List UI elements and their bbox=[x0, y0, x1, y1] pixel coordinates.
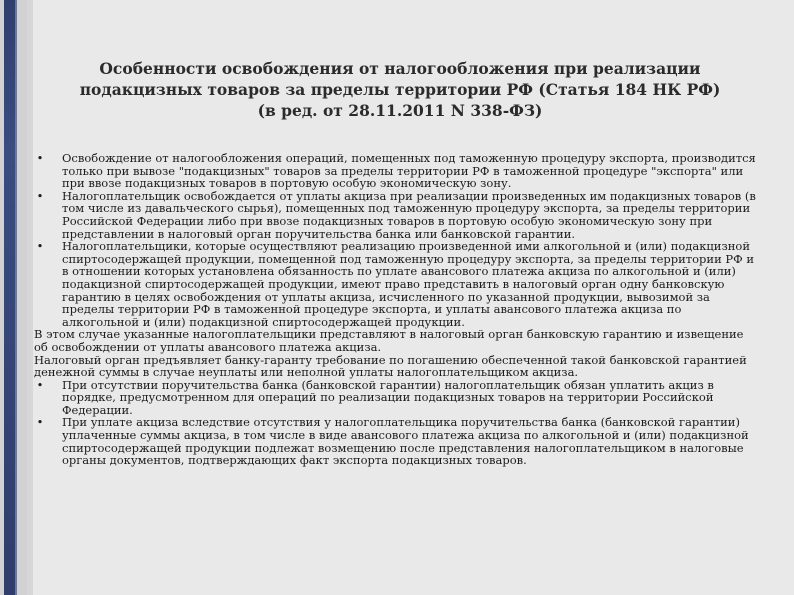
bullet-text: Освобождение от налогообложения операций, помещенных под таможенную процедуру экспорта, производится только при вывозе "подакцизных" товаров за пределы территории РФ в таможенной процедуре "экспорта" или при ввозе подакцизных товаров в портовую особую экономическую зону. bbox=[62, 151, 756, 191]
bullet-icon: • bbox=[36, 188, 44, 203]
bullet-text: Налогоплательщик освобождается от уплаты акциза при реализации произведенных им подакцизных товаров (в том числе из давальческого сырья), помещенных под таможенную процедуру экспорта, за пределы территории Российской Федерации либо при ввозе подакцизных товаров в портовую особую экономическую зону при представлении в налоговый орган поручительства банка или банковской гарантии. bbox=[62, 188, 756, 241]
bullet-item bbox=[34, 190, 760, 240]
bullet-text: При отсутствии поручительства банка (банковской гарантии) налогоплательщик обязан уплатить акциз в порядке, предусмотренном для операций по реализации подакцизных товаров на территории Российской Федерации. bbox=[62, 377, 714, 417]
title-line-1: Особенности освобождения от налогообложения при реализации bbox=[99, 59, 701, 78]
title-line-2: подакцизных товаров за пределы территории РФ (Статья 184 НК РФ) bbox=[79, 80, 721, 99]
paragraph: В этом случае указанные налогоплательщики представляют в налоговый орган банковскую гарантию и извещение об освобождении от уплаты авансового платежа акциза. bbox=[34, 327, 744, 354]
left-accent-edge bbox=[15, 0, 17, 595]
bullet-text: Налогоплательщики, которые осуществляют реализацию произведенной ими алкогольной и (или) подакцизной спиртосодержащей продукции, помещенной под таможенную процедуру экспорта, за пределы территории РФ и в отношении которых установлена обязанность по уплате авансового платежа акциза по алкогольной и (или) подакцизной спиртосодержащей продукции, имеют право представить в налоговый орган одну банковскую гарантию в целях освобождения от уплаты акциза, исчисленного по указанной продукции, вывозимой за пределы территории РФ в таможенной процедуре экспорта, и уплаты авансового платежа акциза по алкогольной и (или) подакцизной спиртосодержащей продукции. bbox=[62, 239, 755, 329]
bullet-item bbox=[34, 152, 760, 190]
bullet-icon: • bbox=[36, 377, 44, 392]
slide-title bbox=[40, 58, 760, 121]
left-accent-stripe bbox=[4, 0, 15, 595]
bullet-item bbox=[34, 379, 760, 417]
bullet-icon: • bbox=[36, 151, 44, 165]
paragraph: Налоговый орган предъявляет банку-гаранту требование по погашению обеспеченной такой банковской гарантией денежной суммы в случае неуплаты или неполной уплаты налогоплательщиком акциза. bbox=[34, 352, 747, 380]
slide-body bbox=[34, 152, 760, 467]
bullet-icon: • bbox=[36, 239, 44, 254]
bullet-text: При уплате акциза вследствие отсутствия у налогоплательщика поручительства банка (банковской гарантии) уплаченные суммы акциза, в том числе в виде авансового платежа акциза по алкогольной и (или) подакцизной спиртосодержащей продукции подлежат возмещению после представления налогоплательщиком в налоговые органы документов, подтверждающих факт экспорта подакцизных товаров. bbox=[62, 415, 749, 468]
bullet-icon: • bbox=[36, 415, 44, 430]
title-line-3: (в ред. от 28.11.2011 N 338-ФЗ) bbox=[257, 101, 543, 120]
bullet-item bbox=[34, 416, 760, 466]
bullet-item bbox=[34, 240, 760, 328]
